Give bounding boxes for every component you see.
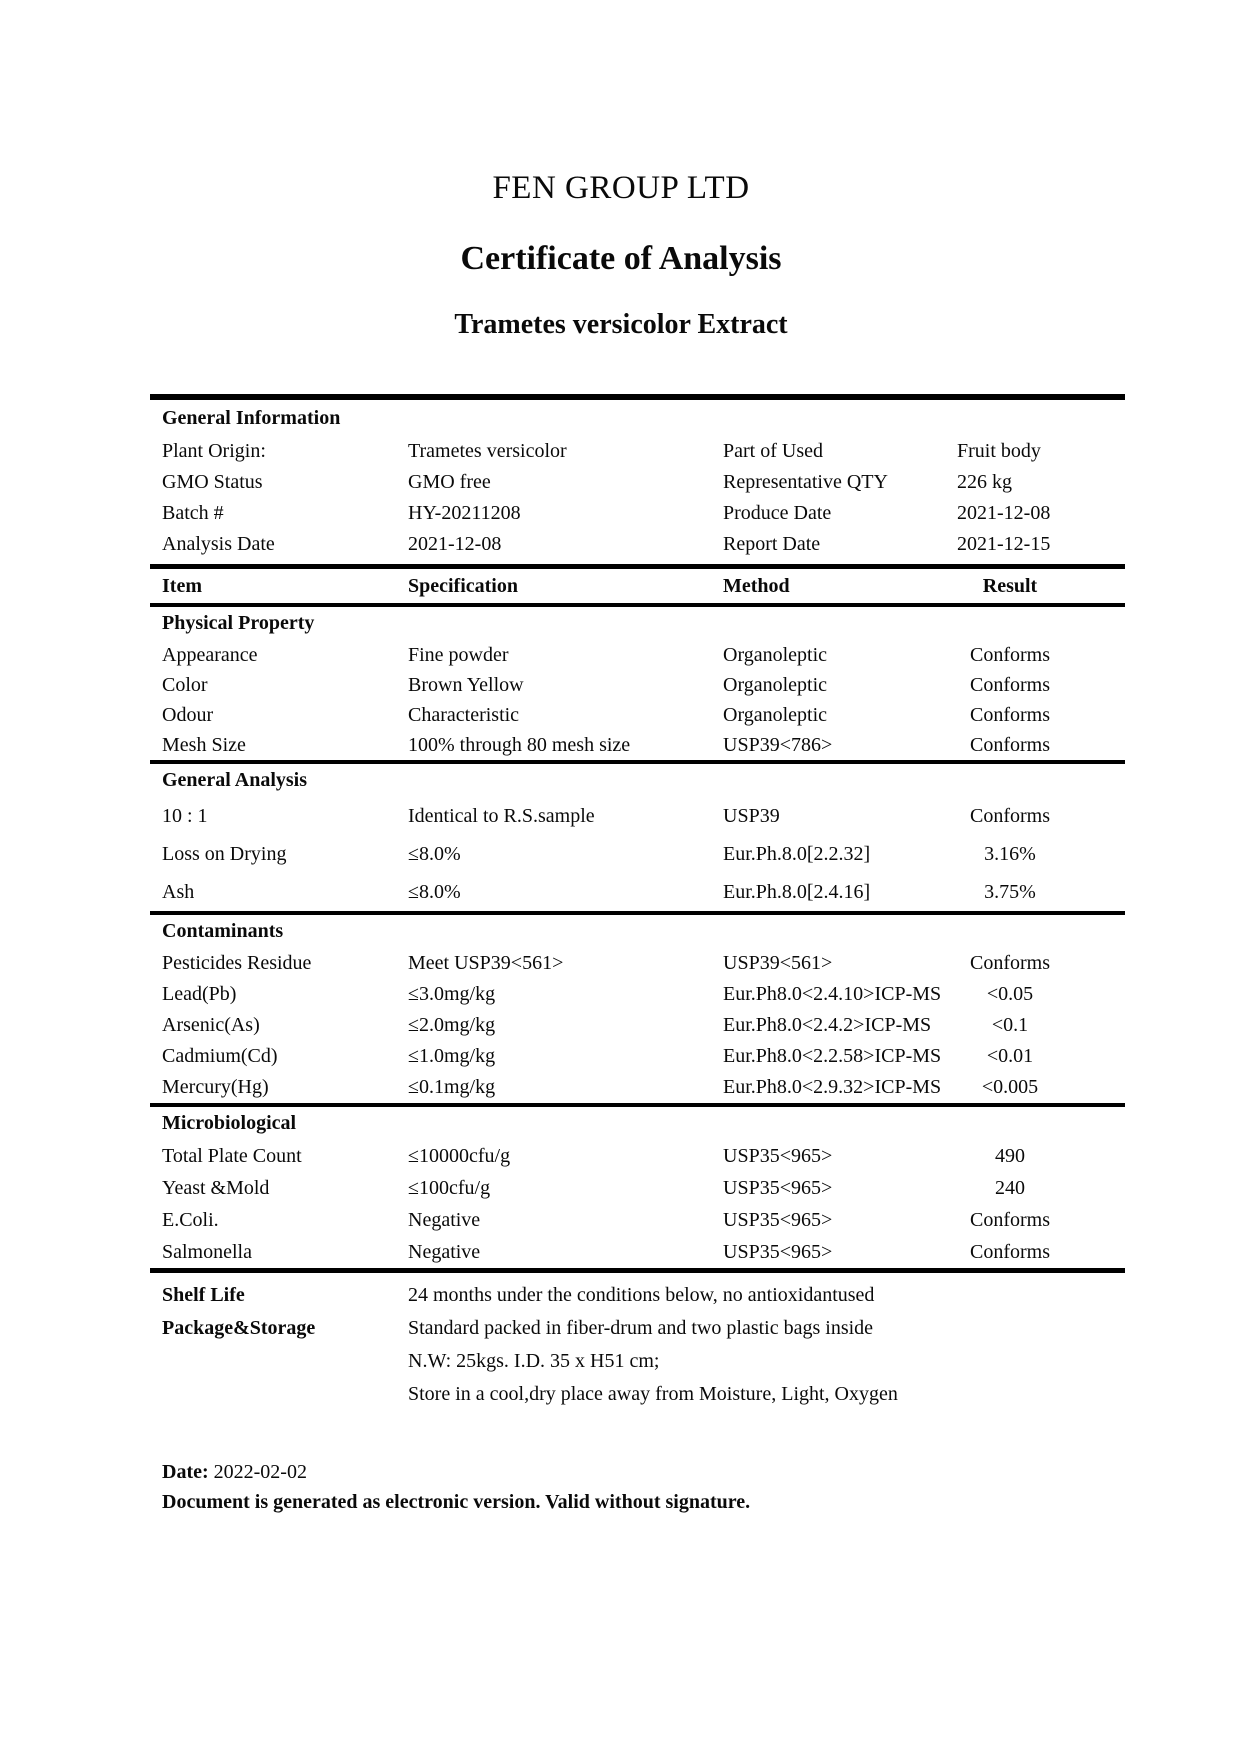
- method-cell: Eur.Ph8.0<2.4.2>ICP-MS: [723, 1014, 932, 1036]
- method-cell: USP39: [723, 804, 780, 827]
- table-row: [150, 1010, 1125, 1041]
- specification-cell: 100% through 80 mesh size: [408, 733, 631, 756]
- specification-cell: ≤8.0%: [408, 842, 461, 865]
- result-cell: Conforms: [970, 952, 1050, 974]
- result-cell: Conforms: [970, 643, 1050, 666]
- document-footer: [162, 1457, 1242, 1517]
- item-cell: Mercury(Hg): [162, 1076, 269, 1098]
- specification-cell: Meet USP39<561>: [408, 952, 564, 974]
- info-value: Fruit body: [957, 440, 1041, 462]
- item-cell: 10 : 1: [162, 804, 208, 827]
- info-value: Trametes versicolor: [408, 440, 567, 462]
- result-cell: <0.01: [986, 1045, 1034, 1067]
- table-row: [150, 1041, 1125, 1072]
- column-header-method: Method: [723, 574, 790, 597]
- storage-row-label: Package&Storage: [162, 1317, 316, 1339]
- section-contaminants: [150, 915, 1125, 1107]
- specification-cell: Negative: [408, 1240, 481, 1263]
- method-cell: Eur.Ph8.0<2.4.10>ICP-MS: [723, 983, 942, 1005]
- method-cell: Eur.Ph.8.0[2.4.16]: [723, 880, 871, 903]
- item-cell: Pesticides Residue: [162, 952, 312, 974]
- coa-table: [150, 394, 1125, 1411]
- info-label: Representative QTY: [723, 471, 888, 493]
- info-value: 2021-12-15: [957, 533, 1051, 555]
- item-cell: Mesh Size: [162, 733, 246, 756]
- section-general-analysis: [150, 764, 1125, 915]
- column-header-item: Item: [162, 574, 202, 597]
- section-title: General Analysis: [162, 769, 308, 791]
- method-cell: USP39<561>: [723, 952, 833, 974]
- table-row: [150, 700, 1125, 730]
- table-row: [150, 797, 1125, 835]
- storage-row: [150, 1345, 1125, 1378]
- item-cell: Ash: [162, 880, 195, 903]
- storage-row: [150, 1279, 1125, 1312]
- storage-row-text: 24 months under the conditions below, no antioxidantused: [408, 1284, 875, 1306]
- table-row: [150, 1072, 1125, 1103]
- item-cell: Salmonella: [162, 1240, 252, 1263]
- table-row: [150, 1204, 1125, 1236]
- table-row: [150, 640, 1125, 670]
- result-cell: Conforms: [970, 1240, 1050, 1263]
- item-cell: Total Plate Count: [162, 1144, 302, 1167]
- specification-cell: Characteristic: [408, 703, 520, 726]
- item-cell: Color: [162, 673, 208, 696]
- item-cell: Yeast &Mold: [162, 1176, 270, 1199]
- storage-row: [150, 1378, 1125, 1411]
- item-cell: Appearance: [162, 643, 258, 666]
- storage-section: [150, 1268, 1125, 1411]
- info-label: Part of Used: [723, 440, 823, 462]
- date-value: 2022-02-02: [213, 1461, 307, 1483]
- info-label: Batch #: [162, 502, 224, 524]
- result-cell: 3.75%: [984, 880, 1036, 903]
- report-date-line: [162, 1457, 1242, 1487]
- info-value: 226 kg: [957, 471, 1012, 493]
- table-row: [150, 670, 1125, 700]
- section-title: Physical Property: [162, 612, 315, 634]
- item-cell: Cadmium(Cd): [162, 1045, 278, 1067]
- table-row: [150, 873, 1125, 911]
- result-cell: Conforms: [970, 703, 1050, 726]
- storage-row-text: Standard packed in fiber-drum and two plastic bags inside: [408, 1317, 874, 1339]
- specification-cell: ≤8.0%: [408, 880, 461, 903]
- method-cell: Eur.Ph8.0<2.2.58>ICP-MS: [723, 1045, 942, 1067]
- result-cell: Conforms: [970, 804, 1050, 827]
- item-cell: Loss on Drying: [162, 842, 287, 865]
- info-value: 2021-12-08: [408, 533, 502, 555]
- section-physical-property: [150, 607, 1125, 764]
- method-cell: Organoleptic: [723, 643, 828, 666]
- specification-cell: Brown Yellow: [408, 673, 524, 696]
- table-row: [150, 730, 1125, 760]
- section-title: Microbiological: [162, 1112, 297, 1134]
- method-cell: USP35<965>: [723, 1144, 833, 1167]
- method-cell: Eur.Ph8.0<2.9.32>ICP-MS: [723, 1076, 942, 1098]
- method-cell: USP35<965>: [723, 1240, 833, 1263]
- storage-row-text: N.W: 25kgs. I.D. 35 x H51 cm;: [408, 1350, 660, 1372]
- result-cell: Conforms: [970, 1208, 1050, 1231]
- document-header: [0, 0, 1242, 341]
- company-name: FEN GROUP LTD: [492, 170, 750, 206]
- result-cell: 490: [995, 1144, 1025, 1167]
- result-cell: 3.16%: [984, 842, 1036, 865]
- item-cell: E.Coli.: [162, 1208, 219, 1231]
- info-value: GMO free: [408, 471, 491, 493]
- info-value: HY-20211208: [408, 502, 521, 524]
- item-cell: Odour: [162, 703, 214, 726]
- method-cell: USP39<786>: [723, 733, 833, 756]
- results-sections: [150, 607, 1125, 1268]
- general-info-rows: [150, 436, 1125, 560]
- storage-row: [150, 1312, 1125, 1345]
- info-label: Plant Origin:: [162, 440, 266, 462]
- table-row: [150, 979, 1125, 1010]
- column-header-result: Result: [982, 574, 1038, 597]
- specification-cell: ≤0.1mg/kg: [408, 1076, 496, 1098]
- result-cell: <0.05: [986, 983, 1034, 1005]
- table-row: [150, 835, 1125, 873]
- info-label: Report Date: [723, 533, 821, 555]
- item-cell: Lead(Pb): [162, 983, 237, 1005]
- specification-cell: ≤3.0mg/kg: [408, 983, 496, 1005]
- info-label: Analysis Date: [162, 533, 275, 555]
- disclaimer-text: Document is generated as electronic version. Valid without signature.: [162, 1491, 751, 1513]
- result-cell: <0.1: [991, 1014, 1029, 1036]
- specification-cell: ≤2.0mg/kg: [408, 1014, 496, 1036]
- product-name: Trametes versicolor Extract: [454, 309, 788, 340]
- specification-cell: ≤1.0mg/kg: [408, 1045, 496, 1067]
- result-cell: Conforms: [970, 733, 1050, 756]
- document-title: Certificate of Analysis: [460, 240, 782, 277]
- column-header-specification: Specification: [408, 574, 518, 597]
- info-label: GMO Status: [162, 471, 263, 493]
- result-cell: Conforms: [970, 673, 1050, 696]
- table-row: [150, 1236, 1125, 1268]
- general-information-section: [150, 394, 1125, 560]
- method-cell: USP35<965>: [723, 1176, 833, 1199]
- result-cell: <0.005: [981, 1076, 1039, 1098]
- method-cell: Eur.Ph.8.0[2.2.32]: [723, 842, 871, 865]
- result-cell: 240: [995, 1176, 1025, 1199]
- results-header-row: [150, 564, 1125, 607]
- specification-cell: Fine powder: [408, 643, 509, 666]
- specification-cell: ≤10000cfu/g: [408, 1144, 511, 1167]
- method-cell: USP35<965>: [723, 1208, 833, 1231]
- storage-row-text: Store in a cool,dry place away from Moisture, Light, Oxygen: [408, 1383, 898, 1405]
- specification-cell: Negative: [408, 1208, 481, 1231]
- section-microbiological: [150, 1107, 1125, 1268]
- table-row: [150, 1172, 1125, 1204]
- item-cell: Arsenic(As): [162, 1014, 260, 1036]
- general-information-title: General Information: [162, 406, 341, 429]
- section-title: Contaminants: [162, 920, 284, 942]
- method-cell: Organoleptic: [723, 673, 828, 696]
- info-label: Produce Date: [723, 502, 832, 524]
- date-label: Date:: [162, 1461, 209, 1483]
- storage-row-label: Shelf Life: [162, 1284, 245, 1306]
- specification-cell: Identical to R.S.sample: [408, 804, 595, 827]
- method-cell: Organoleptic: [723, 703, 828, 726]
- specification-cell: ≤100cfu/g: [408, 1176, 491, 1199]
- table-row: [150, 948, 1125, 979]
- info-value: 2021-12-08: [957, 502, 1051, 524]
- table-row: [150, 1140, 1125, 1172]
